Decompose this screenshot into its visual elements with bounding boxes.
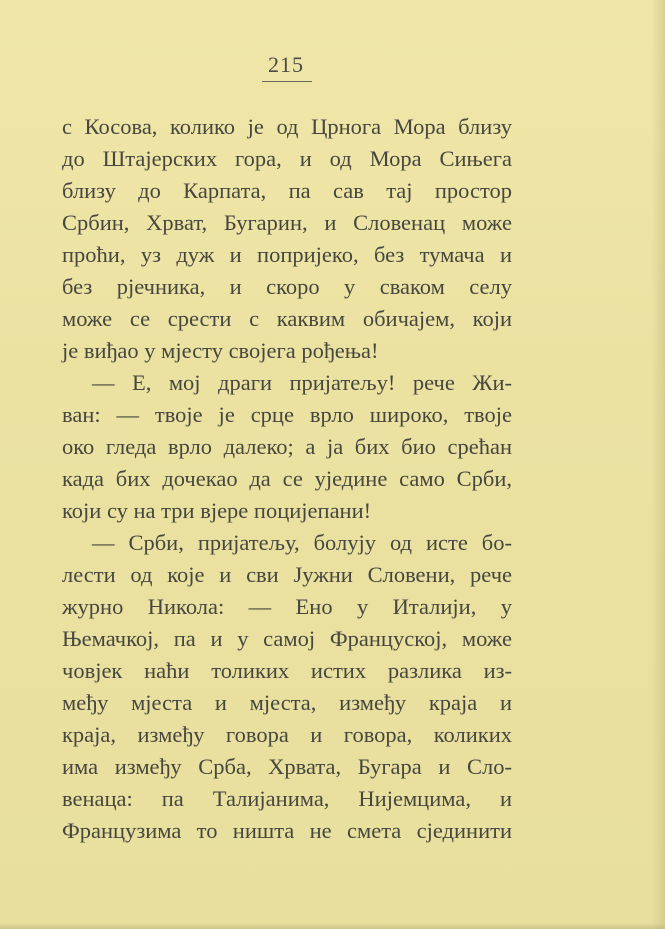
text-line: до Штајерских гора, и од Мора Сињега <box>62 146 512 171</box>
text-line: је виђао у мјесту својега рођења! <box>62 338 379 363</box>
text-line: с Косова, колико је од Црнога Мора близу <box>62 114 512 139</box>
text-line: краја, између говора и говора, коликих <box>62 722 512 747</box>
text-line: близу до Карпата, па сав тај простор <box>62 178 512 203</box>
text-line: проћи, уз дуж и попријеко, без тумача и <box>62 242 512 267</box>
page-edge-shadow <box>651 0 665 929</box>
text-line: ван: — твоје је срце врло широко, твоје <box>62 402 512 427</box>
text-line: Србин, Хрват, Бугарин, и Словенац може <box>62 210 512 235</box>
page-bottom-shadow <box>0 923 665 929</box>
body-text <box>62 111 512 847</box>
text-line: када бих дочекао да се уједине само Срби, <box>62 466 512 491</box>
text-line: Њемачкој, па и у самој Француској, може <box>62 626 512 651</box>
text-line: без рјечника, и скоро у сваком селу <box>62 274 512 299</box>
text-line: — Срби, пријатељу, болују од исте бо- <box>92 530 512 555</box>
text-line: — Е, мој драги пријатељу! рече Жи- <box>92 370 512 395</box>
text-line: може се срести с каквим обичајем, који <box>62 306 512 331</box>
text-line: журно Никола: — Ено у Италији, у <box>62 594 512 619</box>
text-line: човјек наћи толиких истих разлика из- <box>62 658 512 683</box>
text-line: лести од које и сви Јужни Словени, рече <box>62 562 512 587</box>
page-number-rule <box>262 81 312 82</box>
page-number: 215 <box>268 52 304 77</box>
text-line: око гледа врло далеко; а ја бих био срећан <box>62 434 512 459</box>
text-line: венаца: па Талијанима, Нијемцима, и <box>62 786 512 811</box>
text-line: међу мјеста и мјеста, између краја и <box>62 690 512 715</box>
text-line: Французима то ништа не смета сјединити <box>62 818 512 843</box>
text-line: који су на три вјере поцијепани! <box>62 498 372 523</box>
text-line: има између Срба, Хрвата, Бугара и Сло- <box>62 754 512 779</box>
